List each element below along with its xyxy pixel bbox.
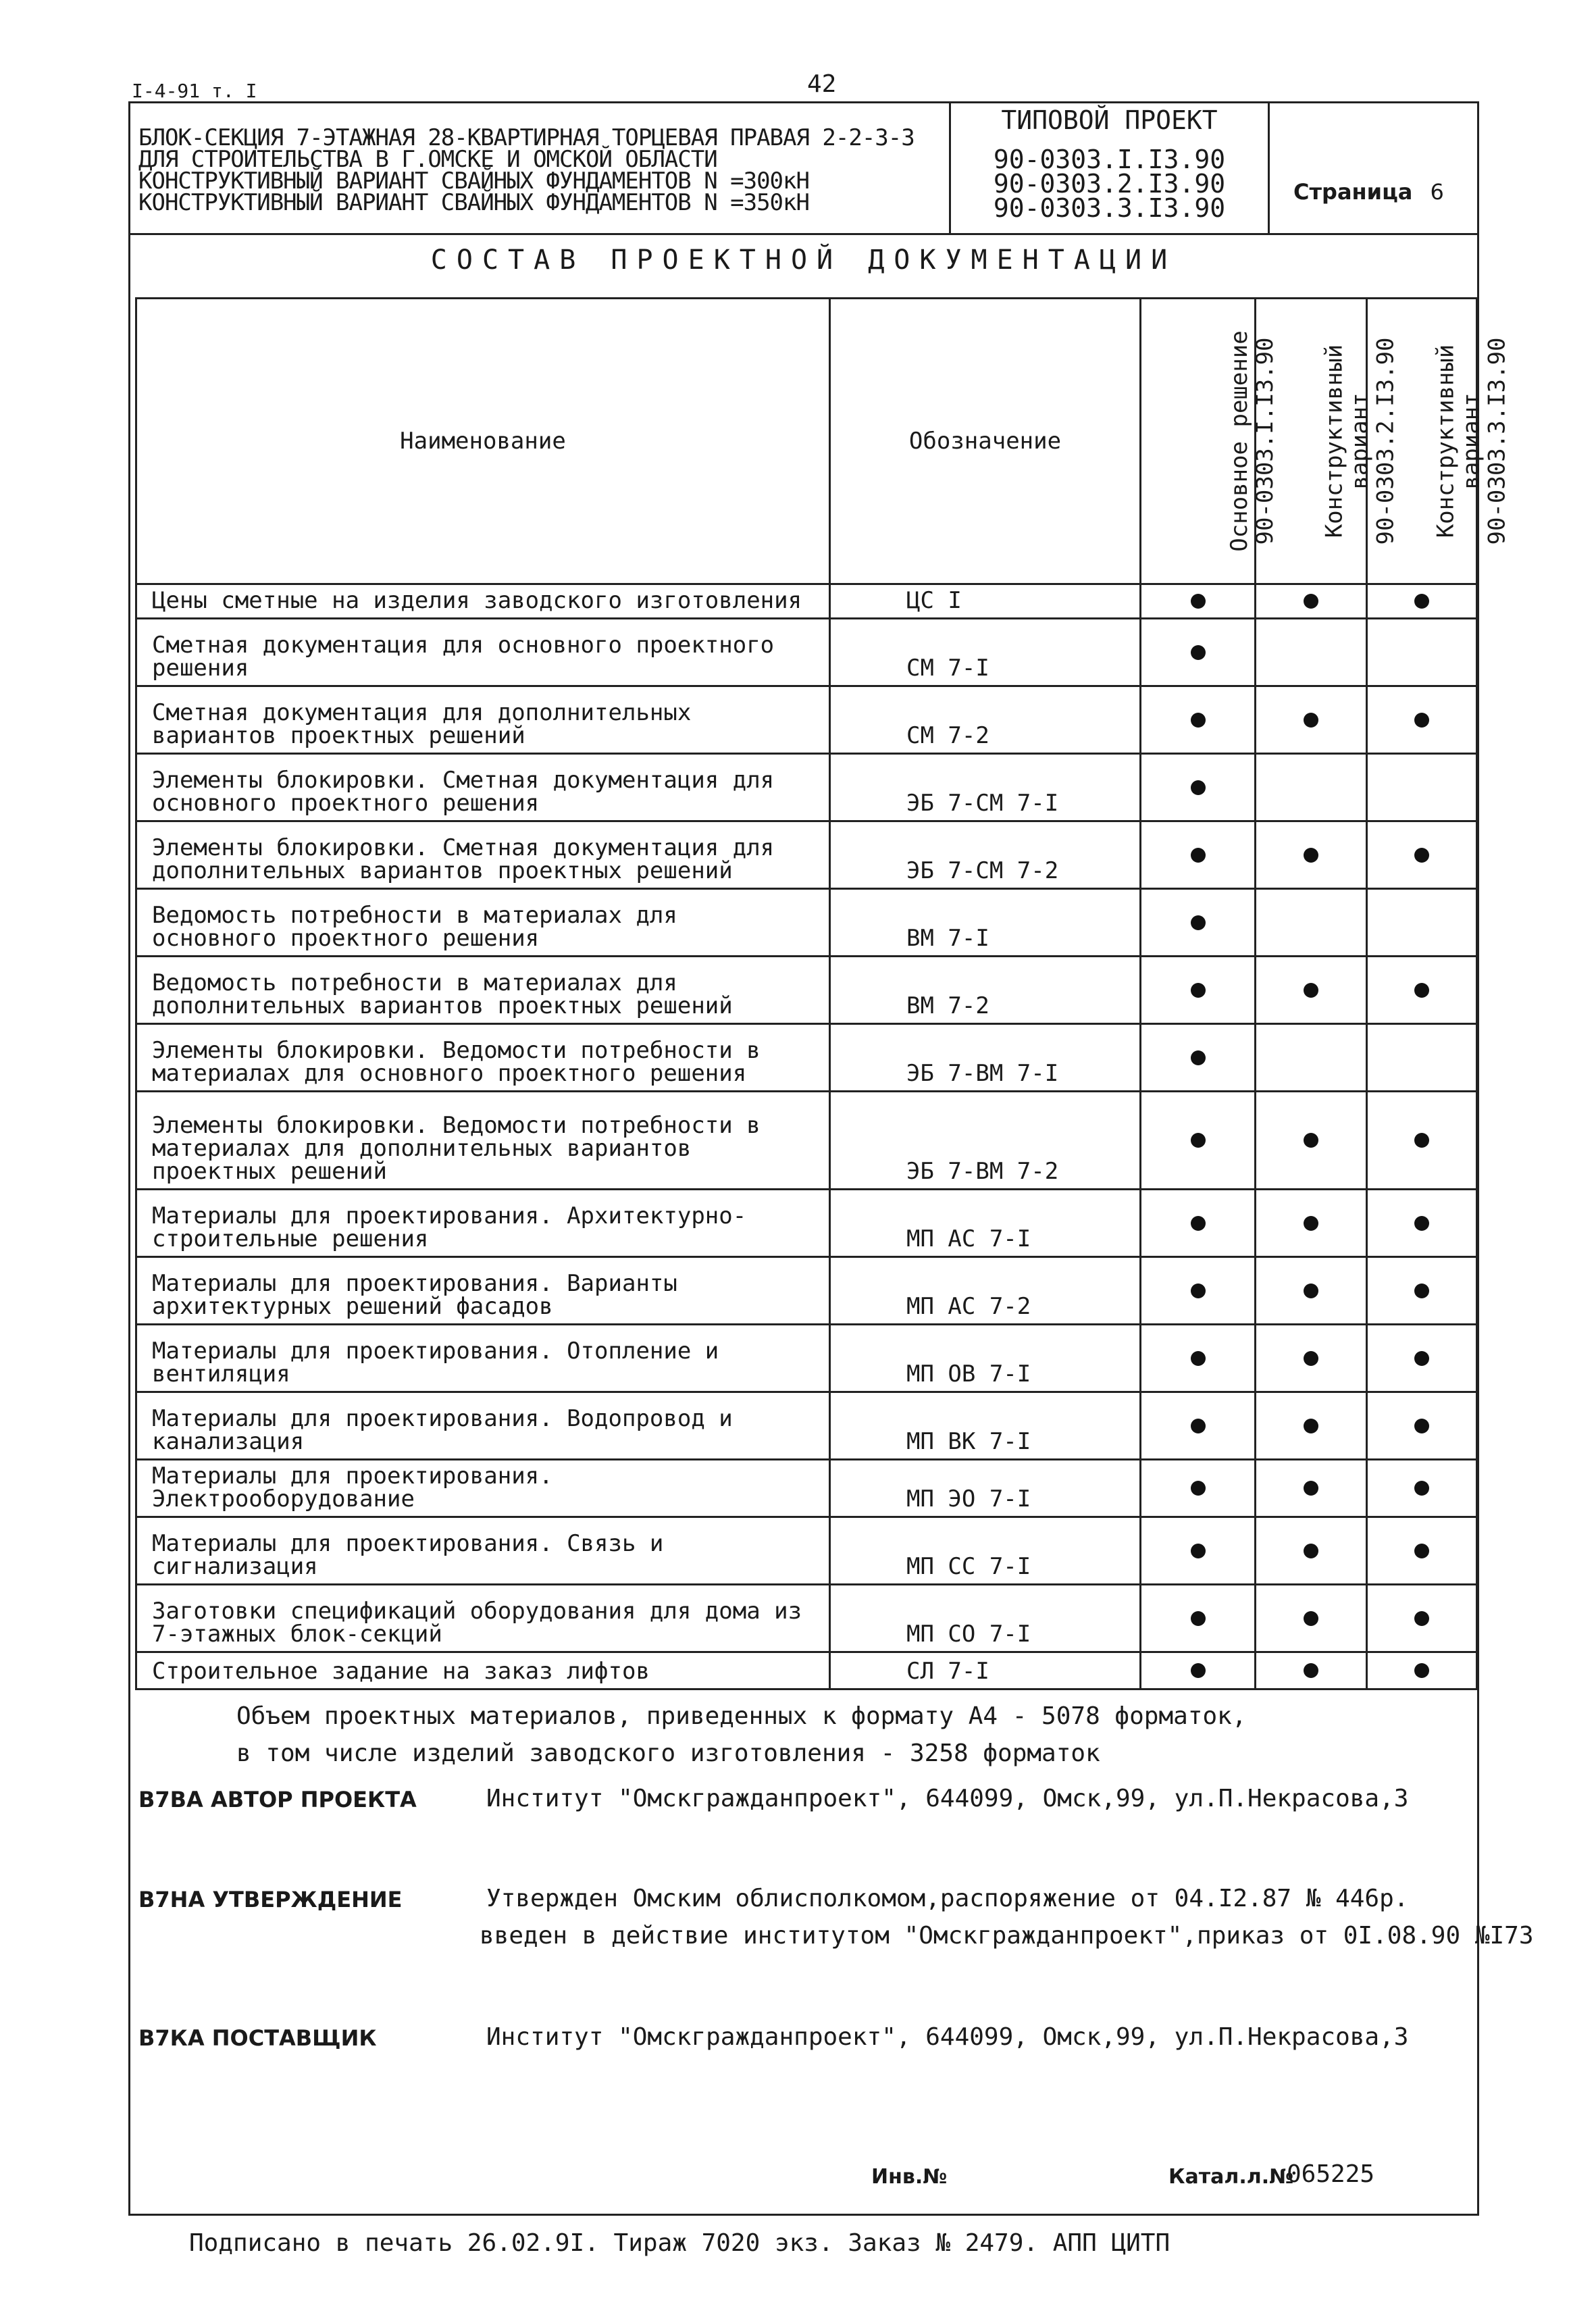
table-row (136, 619, 1477, 686)
header-divider (128, 233, 1479, 235)
row-code: МП СС 7-I (830, 1517, 1141, 1585)
row-code: ВМ 7-I (830, 889, 1141, 957)
row-mark-col2 (1256, 754, 1367, 821)
catalog-value: 065225 (1287, 2160, 1375, 2188)
row-name: Элементы блокировки. Ведомости потребности в материалах для дополнительных вариантов проектных решений (136, 1092, 830, 1190)
project-code: 90-0303.3.I3.90 (993, 193, 1226, 223)
included-dot-icon (1414, 713, 1429, 728)
included-dot-icon (1191, 1133, 1206, 1148)
row-mark-col1 (1141, 1585, 1256, 1652)
corner-mark: I-4-91 т. I (132, 80, 257, 102)
row-name: Строительное задание на заказ лифтов (136, 1652, 830, 1689)
included-dot-icon (1414, 1663, 1429, 1678)
included-dot-icon (1191, 594, 1206, 609)
row-mark-col1 (1141, 686, 1256, 754)
included-dot-icon (1304, 1216, 1318, 1231)
project-code: 90-0303.I.I3.90 (993, 145, 1226, 174)
included-dot-icon (1414, 1283, 1429, 1298)
included-dot-icon (1191, 1481, 1206, 1496)
info-text-approval: Утвержден Омским облисполкомом,распоряжение от 04.I2.87 № 446р. (486, 1885, 1409, 1912)
info-text-approval: введен в действие институтом "Омскгражданпроект",приказ от 0I.08.90 №I73 (480, 1922, 1534, 1950)
row-mark-col3 (1367, 754, 1477, 821)
included-dot-icon (1304, 594, 1318, 609)
header-title-line: КОНСТРУКТИВНЫЙ ВАРИАНТ СВАЙНЫХ ФУНДАМЕНТОВ N =300кН (138, 168, 809, 195)
included-dot-icon (1191, 1663, 1206, 1678)
row-code: МП ВК 7-I (830, 1392, 1141, 1460)
row-mark-col3 (1367, 1257, 1477, 1325)
included-dot-icon (1414, 1544, 1429, 1558)
row-mark-col1 (1141, 889, 1256, 957)
row-mark-col3 (1367, 619, 1477, 686)
included-dot-icon (1191, 713, 1206, 728)
row-mark-col3 (1367, 1460, 1477, 1517)
row-code: СЛ 7-I (830, 1652, 1141, 1689)
page-value: 6 (1430, 179, 1444, 205)
included-dot-icon (1191, 1419, 1206, 1433)
included-dot-icon (1191, 1351, 1206, 1366)
included-dot-icon (1304, 1544, 1318, 1558)
row-mark-col3 (1367, 821, 1477, 889)
table-row (136, 1325, 1477, 1392)
table-row (136, 686, 1477, 754)
included-dot-icon (1414, 1611, 1429, 1626)
table-row (136, 1585, 1477, 1652)
row-code: МП СО 7-I (830, 1585, 1141, 1652)
documentation-table (135, 297, 1511, 1690)
included-dot-icon (1191, 780, 1206, 795)
row-mark-col3 (1367, 957, 1477, 1024)
included-dot-icon (1191, 983, 1206, 998)
row-mark-col2 (1256, 1190, 1367, 1257)
included-dot-icon (1414, 1419, 1429, 1433)
header-title-line: ДЛЯ СТРОИТЕЛЬСТВА В Г.ОМСКЕ И ОМСКОЙ ОБЛАСТИ (138, 146, 717, 173)
row-name: Элементы блокировки. Ведомости потребности в материалах для основного проектного решения (136, 1024, 830, 1092)
row-code: ЭБ 7-ВМ 7-I (830, 1024, 1141, 1092)
row-name: Материалы для проектирования. Отопление и вентиляция (136, 1325, 830, 1392)
row-mark-col1 (1141, 1024, 1256, 1092)
included-dot-icon (1191, 915, 1206, 930)
included-dot-icon (1191, 1050, 1206, 1065)
row-code: МП АС 7-I (830, 1190, 1141, 1257)
included-dot-icon (1191, 848, 1206, 863)
catalog-label: Катал.л.№ (1168, 2165, 1294, 2189)
row-name: Элементы блокировки. Сметная документация для дополнительных вариантов проектных решений (136, 821, 830, 889)
row-mark-col3 (1367, 1092, 1477, 1190)
included-dot-icon (1414, 1133, 1429, 1148)
row-mark-col3 (1367, 1024, 1477, 1092)
row-mark-col1 (1141, 1325, 1256, 1392)
info-text-supplier: Институт "Омскгражданпроект", 644099, Омск,99, ул.П.Некрасова,3 (486, 2023, 1409, 2051)
table-row (136, 1190, 1477, 1257)
row-name: Материалы для проектирования. Связь и сигнализация (136, 1517, 830, 1585)
row-code: МП ОВ 7-I (830, 1325, 1141, 1392)
included-dot-icon (1191, 1544, 1206, 1558)
table-header-row (136, 299, 1477, 584)
row-code: ЭБ 7-СМ 7-2 (830, 821, 1141, 889)
row-mark-col1 (1141, 754, 1256, 821)
header-title-line: БЛОК-СЕКЦИЯ 7-ЭТАЖНАЯ 28-КВАРТИРНАЯ ТОРЦЕВАЯ ПРАВАЯ 2-2-3-3 (138, 124, 915, 151)
row-mark-col2 (1256, 1257, 1367, 1325)
header-title-line: КОНСТРУКТИВНЫЙ ВАРИАНТ СВАЙНЫХ ФУНДАМЕНТОВ N =350кН (138, 189, 809, 216)
header-col1-line: 90-0303.I.I3.90 (1251, 336, 1279, 545)
row-mark-col1 (1141, 1190, 1256, 1257)
row-mark-col1 (1141, 1392, 1256, 1460)
included-dot-icon (1304, 1481, 1318, 1496)
section-title: СОСТАВ ПРОЕКТНОЙ ДОКУМЕНТАЦИИ (430, 245, 1177, 276)
table-row (136, 957, 1477, 1024)
info-label-author: В7ВА АВТОР ПРОЕКТА (138, 1787, 417, 1812)
project-block (952, 105, 1266, 223)
included-dot-icon (1304, 1283, 1318, 1298)
header-col3-line: вариант (1458, 392, 1485, 490)
row-mark-col1 (1141, 1460, 1256, 1517)
header-col1-line: Основное решение (1225, 330, 1253, 552)
header-col-divider-2 (1268, 101, 1270, 233)
header-col1 (1141, 299, 1279, 584)
included-dot-icon (1414, 594, 1429, 609)
row-name: Сметная документация для основного проектного решения (136, 619, 830, 686)
included-dot-icon (1414, 1351, 1429, 1366)
info-label-approval: В7НА УТВЕРЖДЕНИЕ (138, 1887, 403, 1912)
row-mark-col1 (1141, 1517, 1256, 1585)
header-col2-line: вариант (1346, 392, 1374, 490)
table-row (136, 1652, 1477, 1689)
row-mark-col1 (1141, 1257, 1256, 1325)
table-row (136, 754, 1477, 821)
table-row (136, 821, 1477, 889)
row-mark-col2 (1256, 957, 1367, 1024)
row-mark-col2 (1256, 889, 1367, 957)
info-label-supplier: В7КА ПОСТАВЩИК (138, 2025, 377, 2051)
row-name: Материалы для проектирования. Водопровод и канализация (136, 1392, 830, 1460)
page-number: 42 (807, 70, 837, 98)
print-line: Подписано в печать 26.02.9I. Тираж 7020 экз. Заказ № 2479. АПП ЦИТП (189, 2229, 1170, 2257)
included-dot-icon (1304, 983, 1318, 998)
row-name: Материалы для проектирования. Варианты архитектурных решений фасадов (136, 1257, 830, 1325)
included-dot-icon (1304, 1611, 1318, 1626)
header-title-block (138, 124, 915, 216)
included-dot-icon (1191, 1611, 1206, 1626)
included-dot-icon (1414, 983, 1429, 998)
row-mark-col2 (1256, 1024, 1367, 1092)
header-col2-line: 90-0303.2.I3.90 (1372, 336, 1399, 545)
included-dot-icon (1304, 1419, 1318, 1433)
row-mark-col1 (1141, 821, 1256, 889)
header-col-divider-1 (949, 101, 951, 233)
header-col3-line: 90-0303.3.I3.90 (1483, 336, 1511, 545)
summary-line: в том числе изделий заводского изготовления - 3258 форматок (236, 1739, 1100, 1767)
page-indicator (1293, 179, 1444, 205)
row-name: Материалы для проектирования. Электрооборудование (136, 1460, 830, 1517)
row-name: Ведомость потребности в материалах для основного проектного решения (136, 889, 830, 957)
included-dot-icon (1191, 1283, 1206, 1298)
included-dot-icon (1191, 645, 1206, 660)
row-code: ЭБ 7-ВМ 7-2 (830, 1092, 1141, 1190)
included-dot-icon (1304, 1663, 1318, 1678)
row-mark-col3 (1367, 1585, 1477, 1652)
row-name: Сметная документация для дополнительных вариантов проектных решений (136, 686, 830, 754)
row-mark-col3 (1367, 1652, 1477, 1689)
table-row (136, 1024, 1477, 1092)
info-text-author: Институт "Омскгражданпроект", 644099, Омск,99, ул.П.Некрасова,3 (486, 1785, 1409, 1812)
row-mark-col3 (1367, 686, 1477, 754)
row-code: СМ 7-2 (830, 686, 1141, 754)
row-mark-col2 (1256, 1460, 1367, 1517)
included-dot-icon (1304, 1351, 1318, 1366)
header-col3-line: Конструктивный (1432, 344, 1460, 538)
row-mark-col2 (1256, 1092, 1367, 1190)
table-row (136, 584, 1477, 619)
row-name: Заготовки спецификаций оборудования для дома из 7-этажных блок-секций (136, 1585, 830, 1652)
row-mark-col3 (1367, 1190, 1477, 1257)
page-label: Страница (1293, 179, 1413, 205)
row-mark-col1 (1141, 1652, 1256, 1689)
row-mark-col3 (1367, 1325, 1477, 1392)
row-mark-col3 (1367, 889, 1477, 957)
table-row (136, 1392, 1477, 1460)
row-code: СМ 7-I (830, 619, 1141, 686)
header-name: Наименование (136, 299, 830, 584)
row-code: ЭБ 7-СМ 7-I (830, 754, 1141, 821)
row-name: Элементы блокировки. Сметная документация для основного проектного решения (136, 754, 830, 821)
table-row (136, 1092, 1477, 1190)
included-dot-icon (1304, 848, 1318, 863)
inventory-label: Инв.№ (871, 2165, 948, 2189)
summary-line: Объем проектных материалов, приведенных к формату А4 - 5078 форматок, (236, 1702, 1247, 1730)
row-mark-col2 (1256, 821, 1367, 889)
row-mark-col3 (1367, 584, 1477, 619)
table-row (136, 1460, 1477, 1517)
row-name: Цены сметные на изделия заводского изготовления (136, 584, 830, 619)
table-row (136, 1257, 1477, 1325)
row-mark-col2 (1256, 1517, 1367, 1585)
included-dot-icon (1414, 848, 1429, 863)
row-mark-col2 (1256, 1652, 1367, 1689)
row-mark-col1 (1141, 1092, 1256, 1190)
row-mark-col1 (1141, 584, 1256, 619)
row-code: ВМ 7-2 (830, 957, 1141, 1024)
table-row (136, 889, 1477, 957)
row-mark-col2 (1256, 619, 1367, 686)
included-dot-icon (1304, 713, 1318, 728)
included-dot-icon (1414, 1216, 1429, 1231)
row-code: ЦС I (830, 584, 1141, 619)
included-dot-icon (1414, 1481, 1429, 1496)
row-mark-col1 (1141, 957, 1256, 1024)
row-mark-col2 (1256, 1585, 1367, 1652)
row-mark-col3 (1367, 1517, 1477, 1585)
included-dot-icon (1304, 1133, 1318, 1148)
project-code: 90-0303.2.I3.90 (993, 169, 1226, 199)
row-code: МП ЭО 7-I (830, 1460, 1141, 1517)
row-mark-col1 (1141, 619, 1256, 686)
header-col2-line: Конструктивный (1320, 344, 1348, 538)
header-code: Обозначение (830, 299, 1141, 584)
row-mark-col2 (1256, 584, 1367, 619)
row-code: МП АС 7-2 (830, 1257, 1141, 1325)
row-name: Материалы для проектирования. Архитектурно-строительные решения (136, 1190, 830, 1257)
row-mark-col2 (1256, 1392, 1367, 1460)
row-mark-col2 (1256, 1325, 1367, 1392)
included-dot-icon (1191, 1216, 1206, 1231)
project-label: ТИПОВОЙ ПРОЕКТ (1001, 105, 1218, 135)
row-name: Ведомость потребности в материалах для дополнительных вариантов проектных решений (136, 957, 830, 1024)
table-row (136, 1517, 1477, 1585)
row-mark-col2 (1256, 686, 1367, 754)
row-mark-col3 (1367, 1392, 1477, 1460)
